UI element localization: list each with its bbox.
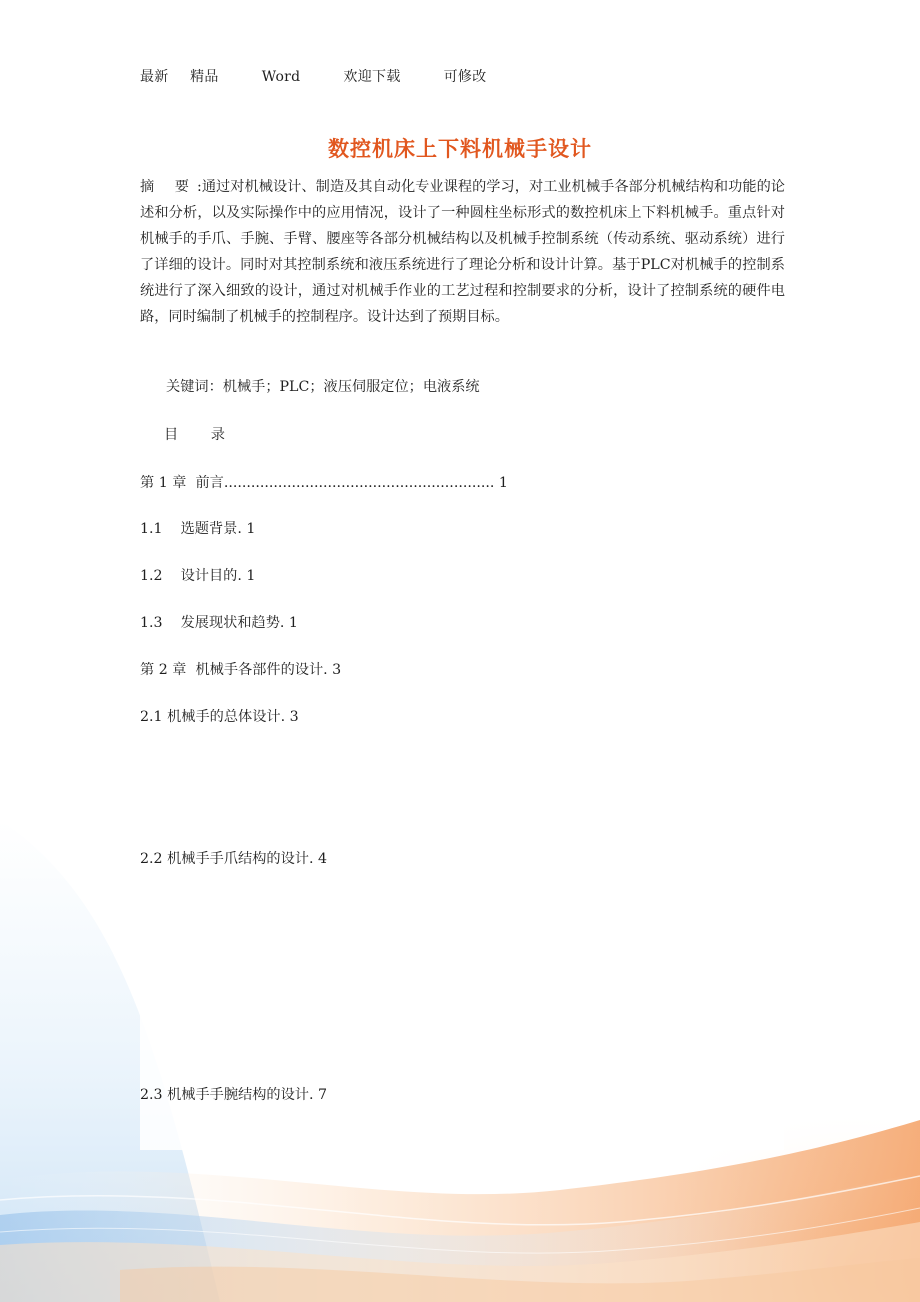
toc-item-1-3[interactable]: 1.3 发展现状和趋势. 1	[140, 615, 298, 631]
toc-heading: 目 录	[164, 427, 239, 443]
toc-item-1-1[interactable]: 1.1 选题背景. 1	[140, 521, 256, 537]
toc-item-chapter-2[interactable]: 第 2 章 机械手各部件的设计. 3	[140, 662, 342, 678]
document-title: 数控机床上下料机械手设计	[328, 137, 592, 161]
toc-item-2-2[interactable]: 2.2 机械手手爪结构的设计. 4	[140, 851, 327, 867]
abstract-label: 摘 要	[140, 179, 197, 195]
toc-item-chapter-1[interactable]: 第 1 章 前言............................................................ 1	[140, 475, 508, 491]
toc-item-2-3[interactable]: 2.3 机械手手腕结构的设计. 7	[140, 1087, 327, 1103]
keywords-line: 关键词：机械手；PLC；液压伺服定位；电液系统	[166, 379, 480, 395]
toc-item-2-1[interactable]: 2.1 机械手的总体设计. 3	[140, 709, 299, 725]
abstract-text: :通过对机械设计、制造及其自动化专业课程的学习，对工业机械手各部分机械结构和功能的论述和分析，以及实际操作中的应用情况，设计了一种圆柱坐标形式的数控机床上下料机械手。重点针对机械手的手爪、手腕、手臂、腰座等各部分机械结构以及机械手控制系统（传动系统、驱动系统）进行了详细的设计。同时对其控制系统和液压系统进行了理论分析和设计计算。基于PLC对机械手的控制系统进行了深入细致的设计，通过对机械手作业的工艺过程和控制要求的分析，设计了控制系统的硬件电路，同时编制了机械手的控制程序。设计达到了预期目标。	[140, 179, 785, 325]
header-note: 最新 精品 Word 欢迎下载 可修改	[140, 69, 487, 85]
abstract-paragraph	[140, 174, 785, 330]
toc-item-1-2[interactable]: 1.2 设计目的. 1	[140, 568, 256, 584]
